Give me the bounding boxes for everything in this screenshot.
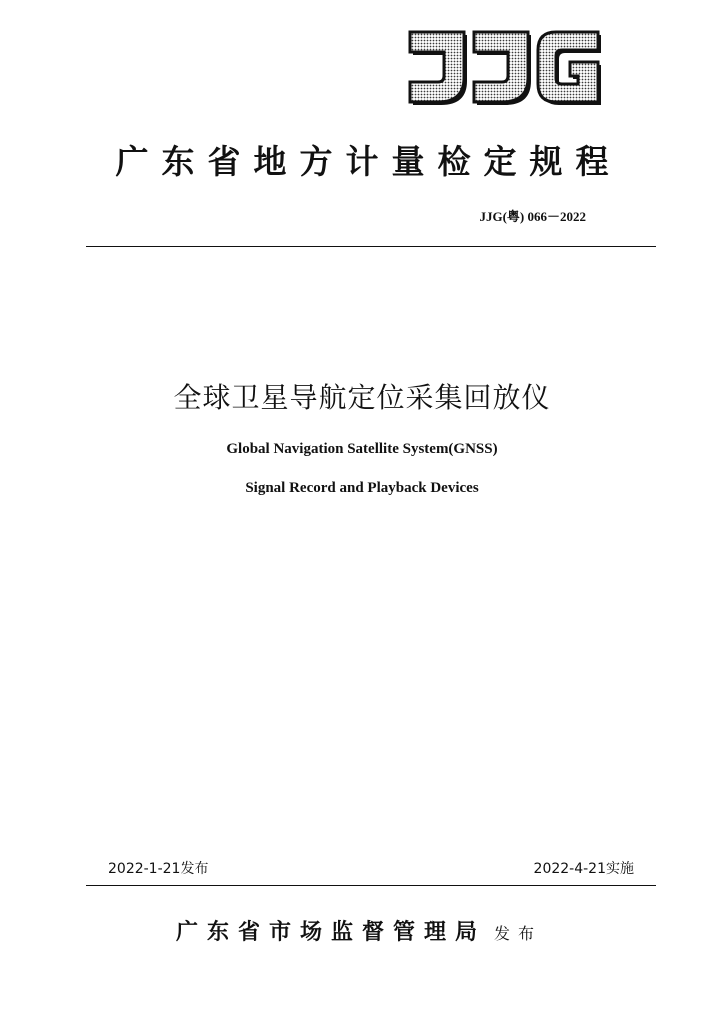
bottom-divider bbox=[86, 885, 656, 886]
jjg-logo bbox=[404, 26, 604, 106]
issue-date: 2022-1-21发布 bbox=[108, 861, 209, 877]
implementation-date: 2022-4-21实施 bbox=[533, 861, 634, 877]
regulation-series-title: 广东省地方计量检定规程 bbox=[115, 142, 622, 181]
issuing-authority bbox=[176, 915, 542, 946]
issuer-name: 广东省市场监督管理局 bbox=[176, 919, 487, 945]
issuer-suffix: 发布 bbox=[494, 924, 543, 943]
document-title-english-line2: Signal Record and Playback Devices bbox=[245, 480, 479, 496]
standard-number: JJG(粤) 066－2022 bbox=[479, 209, 586, 224]
document-title-chinese: 全球卫星导航定位采集回放仪 bbox=[173, 381, 551, 414]
top-divider bbox=[86, 246, 656, 247]
document-title-english-line1: Global Navigation Satellite System(GNSS) bbox=[226, 441, 498, 457]
